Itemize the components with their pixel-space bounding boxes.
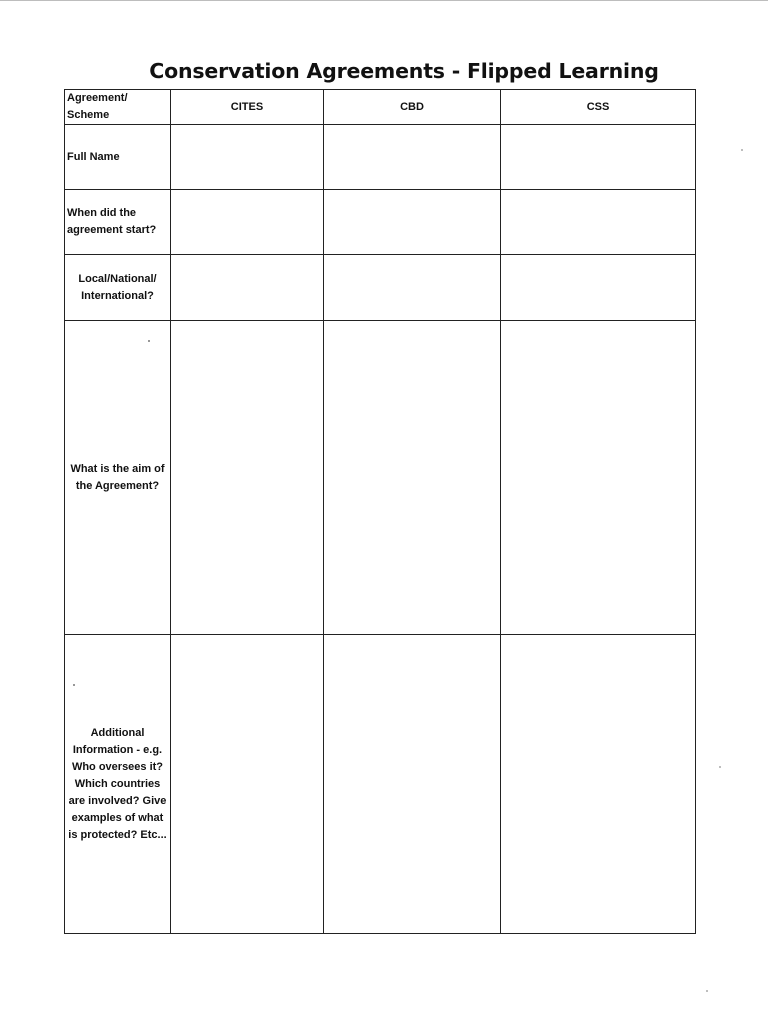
table-row-full-name — [65, 125, 696, 190]
row-label-text: Additional Information - e.g. Who oversees it? Which countries are involved? Give examples of what is protected? Etc... — [68, 726, 167, 841]
column-header-label: CBD — [400, 101, 424, 113]
header-row — [65, 90, 696, 125]
column-header-label: CSS — [586, 101, 610, 113]
table-row-aim — [65, 321, 696, 635]
scan-speck — [148, 340, 150, 342]
column-header-label: CITES — [230, 101, 264, 113]
row-label-wrap — [77, 271, 159, 305]
row-label-full-name — [65, 125, 171, 190]
answer-cell-cites-full-name[interactable] — [171, 125, 324, 190]
row-label-additional-info — [65, 635, 171, 934]
corner-header-label: Agreement/ Scheme — [67, 92, 128, 121]
row-label-text: When did the agreement start? — [67, 207, 157, 236]
answer-cell-css-full-name[interactable] — [501, 125, 696, 190]
row-label-start-date — [65, 190, 171, 255]
answer-cell-cbd-start-date[interactable] — [324, 190, 501, 255]
agreements-table — [64, 89, 696, 934]
table-row-additional-info — [65, 635, 696, 934]
answer-cell-css-additional-info[interactable] — [501, 635, 696, 934]
scan-speck — [719, 766, 721, 768]
worksheet-title: Conservation Agreements - Flipped Learning — [149, 59, 659, 83]
answer-cell-cbd-additional-info[interactable] — [324, 635, 501, 934]
answer-cell-css-start-date[interactable] — [501, 190, 696, 255]
scan-speck — [73, 684, 75, 686]
answer-cell-cites-aim[interactable] — [171, 321, 324, 635]
answer-cell-cbd-full-name[interactable] — [324, 125, 501, 190]
answer-cell-cbd-scope[interactable] — [324, 255, 501, 321]
table-row-scope — [65, 255, 696, 321]
scan-edge-line — [0, 0, 768, 1]
row-label-text: Local/National/ International? — [78, 272, 157, 302]
row-label-scope — [65, 255, 171, 321]
answer-cell-cbd-aim[interactable] — [324, 321, 501, 635]
answer-cell-css-scope[interactable] — [501, 255, 696, 321]
table-row-start-date — [65, 190, 696, 255]
column-header-cites — [171, 90, 324, 125]
column-header-css — [501, 90, 696, 125]
answer-cell-cites-additional-info[interactable] — [171, 635, 324, 934]
answer-cell-cites-start-date[interactable] — [171, 190, 324, 255]
row-label-aim — [65, 321, 171, 635]
column-header-cbd — [324, 90, 501, 125]
row-label-wrap — [68, 461, 168, 495]
answer-cell-cites-scope[interactable] — [171, 255, 324, 321]
corner-header-cell — [65, 90, 171, 125]
row-label-text: Full Name — [67, 150, 120, 163]
row-label-text: What is the aim of the Agreement? — [70, 462, 165, 492]
scan-speck — [741, 149, 743, 151]
answer-cell-css-aim[interactable] — [501, 321, 696, 635]
scan-speck — [706, 990, 708, 992]
row-label-wrap — [68, 725, 168, 844]
